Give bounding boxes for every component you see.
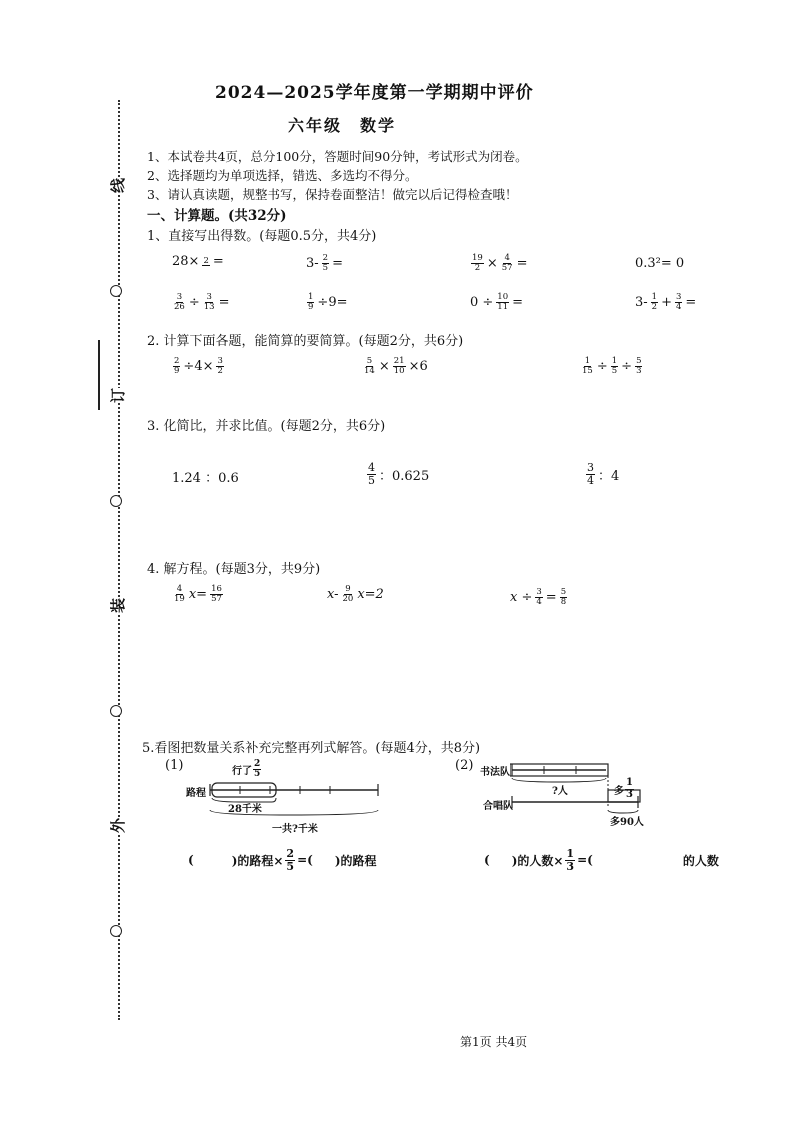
margin-circle bbox=[110, 705, 122, 717]
d1-seg-label: 28千米 bbox=[228, 804, 262, 815]
q5-title: 5.看图把数量关系补充完整再列式解答。(每题4分，共8分) bbox=[142, 741, 481, 756]
d2-q-label: ?人 bbox=[552, 786, 568, 797]
q4-item: x ÷ $\frac{3}{4}$ = $\frac{5}{8}$ bbox=[510, 587, 567, 607]
d2-row2-label: 合唱队 bbox=[483, 801, 513, 812]
page-footer: 第1页 共4页 bbox=[460, 1035, 528, 1049]
page-subtitle: 六年级 数学 bbox=[288, 116, 397, 135]
q1-item: $\frac{3}{26}$ ÷ $\frac{3}{13}$ = bbox=[174, 292, 230, 312]
d2-label: (2) bbox=[455, 758, 474, 773]
d1-line-diagram bbox=[200, 772, 380, 832]
margin-circle bbox=[110, 495, 122, 507]
d2-more-label: 多 $\frac{1}{3}$ bbox=[614, 777, 633, 800]
q1-title: 1、直接写出得数。(每题0.5分，共4分) bbox=[147, 229, 377, 244]
margin-char-fold: 装 bbox=[109, 597, 128, 614]
q1-item: 0 ÷ $\frac{10}{11}$ = bbox=[470, 292, 524, 312]
q1-item: $\frac{19}{2}$ × $\frac{4}{57}$ = bbox=[472, 253, 528, 273]
d2-more90-label: 多90人 bbox=[610, 817, 644, 828]
q4-title: 4. 解方程。(每题3分，共9分) bbox=[147, 562, 321, 577]
q4-item: x- $\frac{9}{20}$ x=2 bbox=[327, 584, 384, 604]
d1-label: (1) bbox=[165, 758, 184, 773]
margin-char-line: 线 bbox=[109, 177, 128, 194]
d1-road-label: 路程 bbox=[186, 788, 206, 799]
q2-title: 2. 计算下面各题，能简算的要简算。(每题2分，共6分) bbox=[147, 334, 464, 349]
d1-total-label: 一共?千米 bbox=[272, 824, 318, 835]
q2-item: $\frac{1}{15}$ ÷ $\frac{1}{5}$ ÷ $\frac{5}{3}$ bbox=[582, 356, 642, 376]
margin-char-bind: 订 bbox=[109, 387, 128, 404]
q3-item: 1.24 ：0.6 bbox=[172, 471, 239, 486]
q1-item: 3- $\frac{2}{5}$ = bbox=[306, 253, 343, 273]
q1-item: $\frac{1}{9}$ ÷9= bbox=[308, 292, 348, 312]
q4-item: $\frac{4}{19}$ x= $\frac{16}{57}$ bbox=[174, 584, 222, 604]
q1-item: 28× 2 = bbox=[172, 254, 224, 269]
note-2: 2、选择题均为单项选择，错选、多选均不得分。 bbox=[147, 168, 418, 183]
q3-item: $\frac{4}{5}$ ：0.625 bbox=[368, 461, 430, 487]
margin-stamp-line bbox=[98, 340, 100, 410]
margin-char-outer: 外 bbox=[109, 817, 128, 834]
page-title: 2024—2025学年度第一学期期中评价 bbox=[215, 83, 534, 103]
q1-item: 3- $\frac{1}{2}$ + $\frac{3}{4}$ = bbox=[635, 292, 697, 312]
q3-title: 3. 化简比，并求比值。(每题2分，共6分) bbox=[147, 419, 386, 434]
q2-item: $\frac{5}{14}$ × $\frac{21}{10}$ ×6 bbox=[364, 356, 428, 376]
note-3: 3、请认真读题，规整书写，保持卷面整洁！做完以后记得检查哦！ bbox=[147, 187, 518, 202]
margin-circle bbox=[110, 285, 122, 297]
d1-top-label: 行了 $\frac{2}{5}$ bbox=[232, 759, 261, 780]
note-1: 1、本试卷共4页，总分100分，答题时间90分钟，考试形式为闭卷。 bbox=[147, 149, 528, 164]
d1-answer: ( )的路程× $\frac{2}{5}$ =( )的路程 bbox=[188, 847, 377, 873]
d2-line-diagram bbox=[510, 760, 650, 820]
d2-row1-label: 书法队 bbox=[480, 767, 510, 778]
section-title: 一、计算题。(共32分) bbox=[147, 208, 287, 224]
margin-circle bbox=[110, 925, 122, 937]
d2-answer: ( )的人数× $\frac{1}{3}$ =( 的人数 bbox=[484, 847, 719, 873]
q2-item: $\frac{2}{9}$ ÷4× $\frac{3}{2}$ bbox=[174, 356, 223, 376]
q1-item: 0.3²= 0 bbox=[635, 256, 685, 271]
q3-item: $\frac{3}{4}$ ：4 bbox=[587, 461, 620, 487]
